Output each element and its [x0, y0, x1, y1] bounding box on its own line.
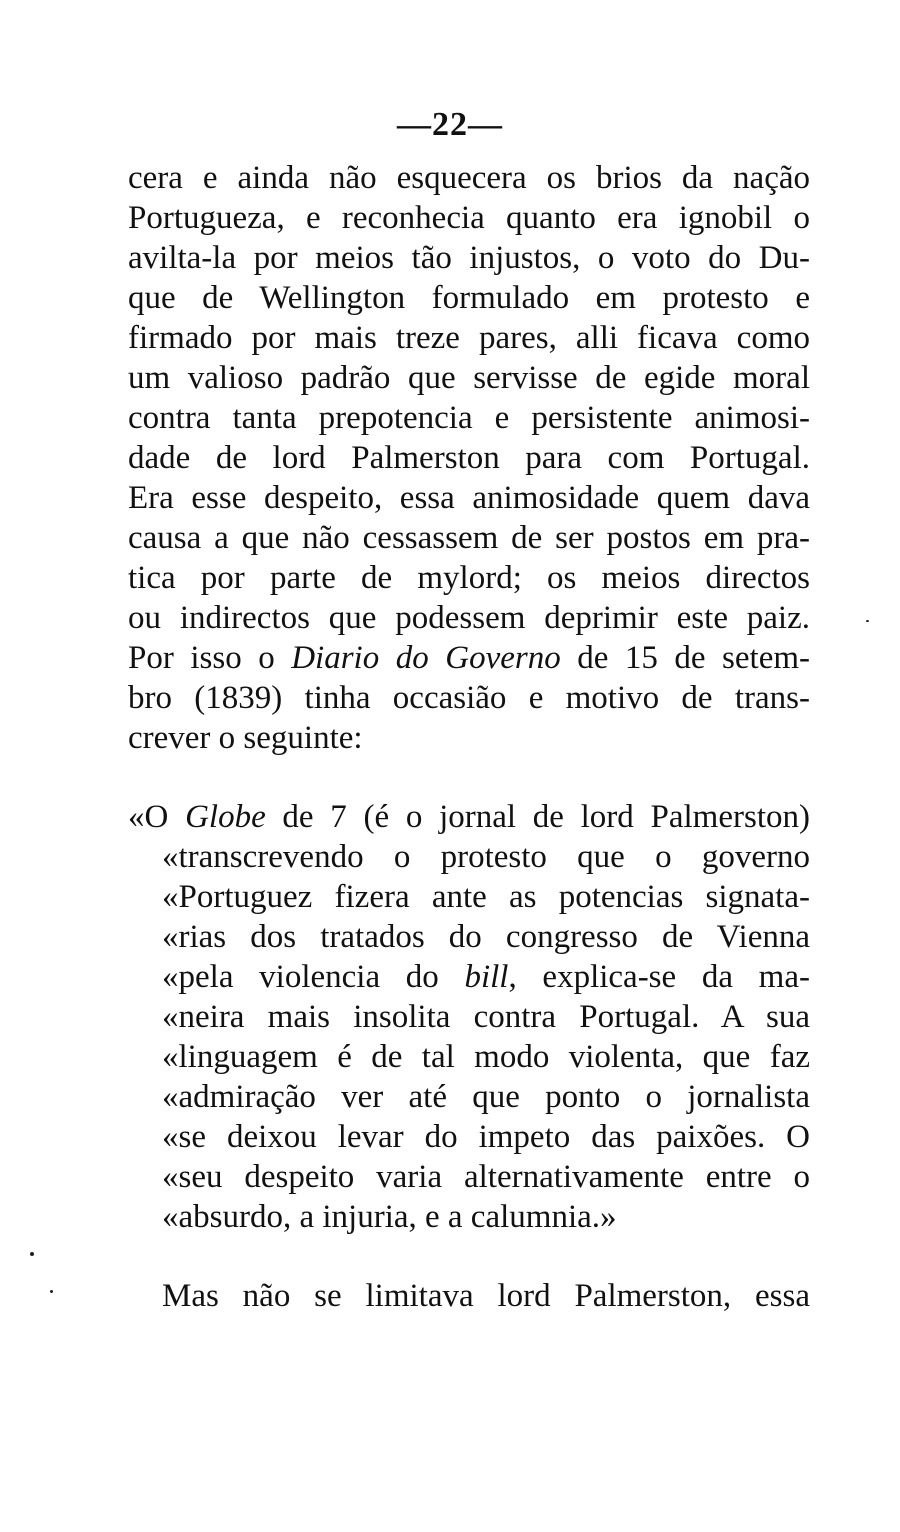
text-line: «absurdo, a injuria, e a calumnia.»: [162, 1199, 617, 1235]
text-line: «admiração ver até que ponto o jornalista: [162, 1079, 810, 1115]
text-line: ou indirectos que podessem deprimir este paiz.: [128, 600, 810, 636]
text-run: «O: [128, 799, 186, 835]
text-line: «neira mais insolita contra Portugal. A sua: [162, 999, 810, 1035]
text-line: um valioso padrão que servisse de egide moral: [128, 360, 810, 396]
text-line: «linguagem é de tal modo violenta, que faz: [162, 1039, 810, 1075]
italic-newspaper-title: Diario do Governo: [291, 640, 561, 676]
print-speck: [50, 1290, 53, 1293]
text-line: «Portuguez fizera ante as potencias signata-: [162, 879, 810, 915]
quoted-paragraph: [128, 797, 810, 1237]
print-speck: [866, 620, 869, 622]
text-line: Era esse despeito, essa animosidade quem dava: [128, 480, 810, 516]
text-run: de 15 de setem-: [560, 640, 810, 676]
text-run: Por isso o: [128, 640, 292, 676]
text-line: contra tanta prepotencia e persistente animosi-: [128, 400, 810, 436]
text-line: «seu despeito varia alternativamente entre o: [162, 1159, 810, 1195]
paragraph-1: [128, 158, 810, 758]
text-line: dade de lord Palmerston para com Portugal.: [128, 440, 810, 476]
text-line: «rias dos tratados do congresso de Vienna: [162, 919, 810, 955]
text-line: bro (1839) tinha occasião e motivo de trans-: [128, 680, 810, 716]
page-number: —22—: [397, 106, 503, 143]
print-speck: [30, 1252, 34, 1256]
italic-term: bill: [464, 959, 509, 995]
text-line-with-italic: [128, 957, 810, 997]
paragraph-3: [128, 1276, 810, 1316]
text-line: cera e ainda não esquecera os brios da nação: [128, 160, 810, 196]
text-line: causa a que não cessassem de ser postos em pra-: [128, 520, 810, 556]
text-line: que de Wellington formulado em protesto e: [128, 280, 810, 316]
text-line: «se deixou levar do impeto das paixões. O: [162, 1119, 810, 1155]
text-line-with-italic: [128, 797, 810, 837]
text-line: «transcrevendo o protesto que o governo: [162, 839, 810, 875]
italic-newspaper-title: Globe: [185, 799, 266, 835]
text-run: «pela violencia do: [162, 959, 465, 995]
text-run: , explica-se da ma-: [508, 959, 810, 995]
text-line: Mas não se limitava lord Palmerston, essa: [162, 1278, 810, 1314]
text-line: avilta-la por meios tão injustos, o voto do Du-: [128, 240, 810, 276]
text-line-with-italic: [128, 638, 810, 678]
text-line: tica por parte de mylord; os meios directos: [128, 560, 810, 596]
text-line: crever o seguinte:: [128, 720, 363, 756]
text-line: Portugueza, e reconhecia quanto era ignobil o: [128, 200, 810, 236]
text-line: firmado por mais treze pares, alli ficava como: [128, 320, 810, 356]
text-run: de 7 (é o jornal de lord Palmerston): [265, 799, 810, 835]
